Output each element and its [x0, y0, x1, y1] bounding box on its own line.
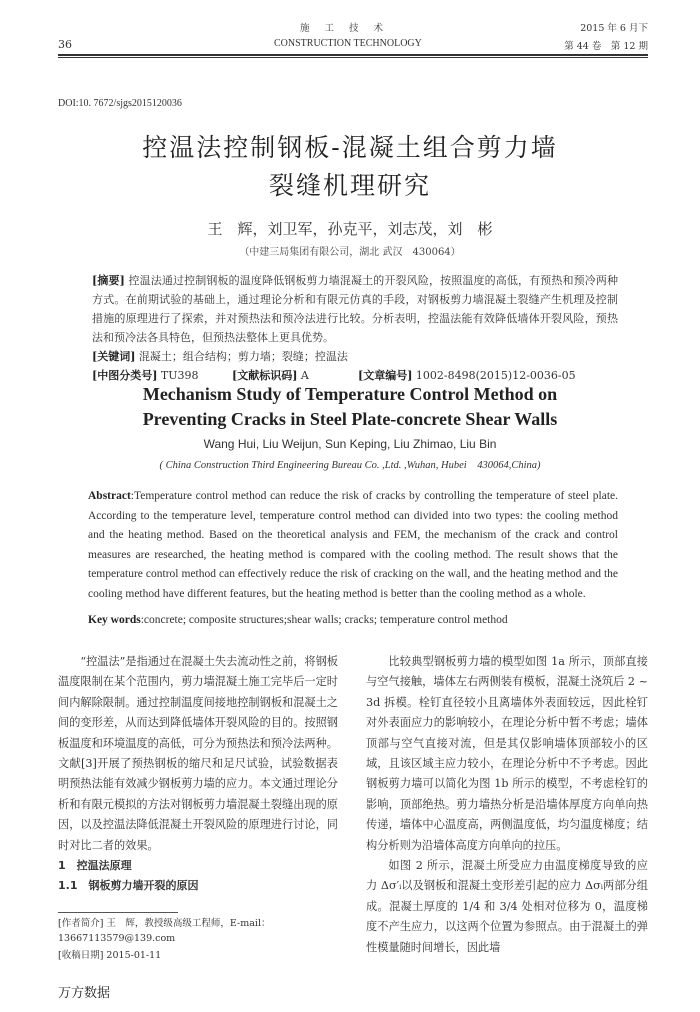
doc-code-label: [文献标识码]: [232, 369, 298, 382]
doi: DOI:10. 7672/sjgs2015120036: [58, 98, 182, 109]
keywords-cn: [92, 347, 618, 366]
abstract-cn-label: [摘要]: [92, 274, 125, 287]
journal-name-cn: 施 工 技 术: [300, 23, 390, 34]
affiliation-en: ( China Construction Third Engineering Bureau Co. ,Ltd. ,Wuhan, Hubei 430064,China): [159, 460, 541, 471]
left-column: [58, 652, 338, 897]
wanfang-logo: 万方数据: [58, 986, 111, 1001]
section-1-heading: 1 控温法原理: [58, 859, 132, 873]
article-number-label: [文章编号]: [358, 369, 413, 382]
journal-name-en: CONSTRUCTION TECHNOLOGY: [274, 38, 422, 49]
section-1-1-heading: 1.1 钢板剪力墙开裂的原因: [58, 879, 199, 893]
article-number-value: 1002-8498(2015)12-0036-05: [415, 369, 576, 382]
title-cn-line2: 裂缝机理研究: [268, 171, 431, 200]
abstract-en-text: :Temperature control method can reduce the risk of cracks by controlling the temperature of steel plate. According to the temperature level, temperature control method can divided into two types: the cooling method and the heating method. Based on the theoretical analysis and FEM, the mechanism of the crack and control measures are researched, the heating method is compared with the cooling method. The result shows that the temperature control method can effectively reduce the risk of cracking on the wall, and the heating method and the cooling method have different features, but the heating method is better than the cooling method as a whole.: [88, 490, 618, 600]
doc-code-value: A: [300, 369, 309, 382]
title-en-line2: Preventing Cracks in Steel Plate-concrete Shear Walls: [142, 409, 558, 429]
author-bio: [作者简介] 王 辉，教授级高级工程师，E-mail：13667113579@139.com: [58, 918, 271, 944]
keywords-en: [88, 611, 618, 631]
received-date: [收稿日期] 2015-01-11: [58, 950, 162, 961]
footnote-rule: [58, 912, 178, 913]
right-paragraph-2: 如图 2 所示，混凝土所受应力由温度梯度导致的应力 Δσ′ᵢ以及钢板和混凝土变形差引起的应力 Δσᵢ两部分组成。混凝土厚度的 1/4 和 3/4 处相对位移为 0，温度梯度不产生应力，以这两个位置为参照点。由于混凝土的弹性模量随时间增长，因此墙: [366, 859, 648, 954]
title-en-line1: Mechanism Study of Temperature Control Method on: [142, 384, 558, 404]
abstract-cn: [92, 271, 618, 347]
page-number: 36: [58, 38, 72, 51]
title-cn-line1: 控温法控制钢板-混凝土组合剪力墙: [142, 133, 558, 162]
abstract-cn-text: 控温法通过控制钢板的温度降低钢板剪力墙混凝土的开裂风险，按照温度的高低，有预热和预冷两种方式。在前期试验的基础上，通过理论分析和有限元仿真的手段，对钢板剪力墙混凝土裂缝产生机理及控制措施的原理进行了探索，并对预热法和预冷法进行比较。分析表明，控温法能有效降低墙体开裂风险，预热法和预冷法各具特色，但预热法整体上更具优势。: [92, 274, 619, 344]
authors-en: Wang Hui, Liu Weijun, Sun Keping, Liu Zhimao, Liu Bin: [203, 437, 497, 451]
doc-code: [232, 366, 309, 385]
abstract-en: [88, 487, 618, 605]
issue-date: 2015 年 6 月下: [580, 23, 648, 34]
volume-issue: 第 44 卷 第 12 期: [564, 41, 648, 52]
right-paragraph-1: 比较典型钢板剪力墙的模型如图 1a 所示，顶部直接与空气接触，墙体左右两侧装有模板，混凝土浇筑后 2 ~ 3d 拆模。栓钉直径较小且离墙体外表面较远，因此栓钉对外表面应力的影响较小，在理论分析中暂不考虑；墙体顶部与空气直接对流，但是其仅影响墙体顶部较小的区域，且该区域主应力较小，在理论分析中不予考虑。因此钢板剪力墙可以简化为图 1b 所示的模型，不考虑栓钉的影响，顶部绝热。剪力墙热分析是沿墙体厚度方向单向热传递，墙体中心温度高，两侧温度低，均匀温度梯度；结构分析则为沿墙体高度方向单向的拉压。: [366, 655, 648, 852]
abstract-en-label: Abstract: [88, 490, 131, 502]
intro-paragraph: “控温法”是指通过在混凝土失去流动性之前，将钢板温度限制在某个范围内，剪力墙混凝土施工完毕后一定时间内解除限制。通过控制温度间接地控制钢板和混凝土之间的变形差，从而达到降低墙体开裂风险的目的。按照钢板温度和环境温度的高低，可分为预热法和预冷法两种。文献[3]开展了预热钢板的缩尺和足尺试验，试验数据表明预热法能有效减少钢板剪力墙的应力。本文通过理论分析和有限元模拟的方法对钢板剪力墙混凝土裂缝出现的原因，以及控温法降低混凝土开裂风险的原理进行讨论，同时对比二者的效果。: [58, 655, 338, 852]
authors-cn: 王 辉，刘卫军，孙克平，刘志茂，刘 彬: [207, 220, 493, 238]
keywords-en-label: Key words: [88, 614, 141, 626]
right-column: [366, 652, 648, 958]
keywords-cn-label: [关键词]: [92, 350, 136, 363]
clc-label: [中图分类号]: [92, 369, 158, 382]
affiliation-cn: （中建三局集团有限公司，湖北 武汉 430064）: [239, 247, 461, 258]
keywords-en-text: :concrete; composite structures;shear walls; cracks; temperature control method: [140, 614, 508, 626]
header-rule: [58, 54, 648, 56]
article-number: [358, 366, 576, 385]
header-rule-thin: [58, 57, 648, 58]
keywords-cn-text: 混凝土；组合结构；剪力墙；裂缝；控温法: [138, 350, 348, 363]
clc-value: TU398: [160, 369, 199, 382]
